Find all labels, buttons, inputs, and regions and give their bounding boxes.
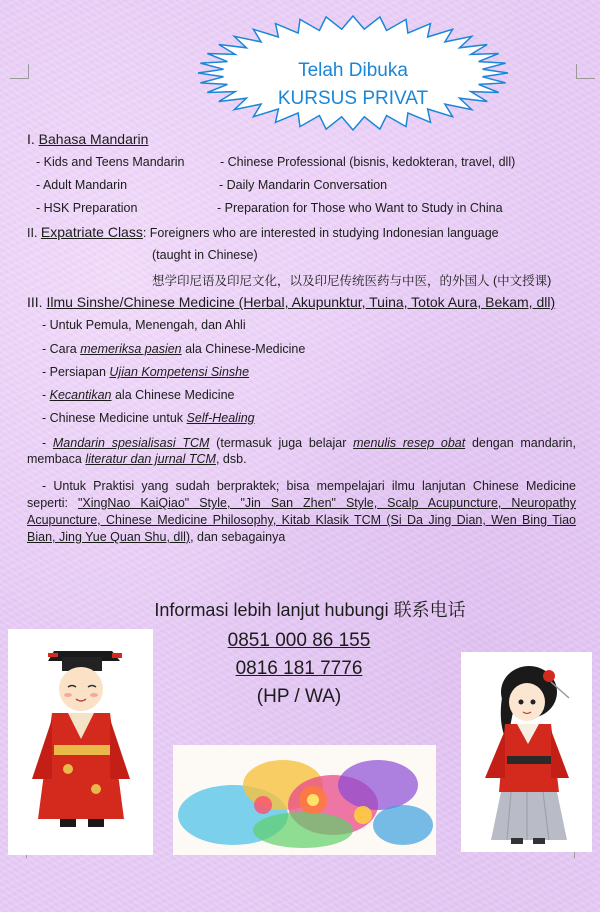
- section2-sub: (taught in Chinese): [152, 248, 258, 262]
- section1-right-item: - Preparation for Those who Want to Study in China: [217, 201, 503, 215]
- section3-heading: III. Ilmu Sinshe/Chinese Medicine (Herbal, Akupunktur, Tuina, Totok Aura, Bekam, dll): [27, 294, 556, 310]
- section3-item: - Persiapan Ujian Kompetensi Sinshe: [42, 365, 250, 379]
- section3-item: - Untuk Pemula, Menengah, dan Ahli: [42, 318, 246, 332]
- section1-left-item: - HSK Preparation: [36, 201, 138, 215]
- section3-item: - Kecantikan ala Chinese Medicine: [42, 388, 235, 402]
- section1-left-item: - Adult Mandarin: [36, 178, 128, 192]
- section1-title: Bahasa Mandarin: [38, 131, 149, 147]
- section1-heading: I. Bahasa Mandarin: [27, 131, 149, 147]
- contact-heading: Informasi lebih lanjut hubungi 联系电话: [154, 600, 466, 620]
- section3-paragraph-advanced: - Untuk Praktisi yang sudah berpraktek; bisa mempelajari ilmu lanjutan Chinese Medicine seperti: "XingNao KaiQiao" Style, "Jin San Zhen" Style, Scalp Acupuncture, Neuropathy Acupuncture, Chinese Medicine Philosophy, Kitab Klasik TCM (Si Da Jing Dian, Wen Bing Tiao Bian, Jing Yue Quan Shu, dll), dan sebagainya: [27, 479, 576, 544]
- phone-number-2[interactable]: 0816 181 7776: [235, 658, 363, 679]
- crop-mark-top-right: [576, 64, 595, 79]
- crop-mark-top-left: [10, 64, 29, 79]
- scholar-illustration: [8, 629, 153, 855]
- section1-left-item: - Kids and Teens Mandarin: [36, 155, 185, 169]
- contact-note: (HP / WA): [256, 686, 342, 707]
- section3-item: - Chinese Medicine untuk Self-Healing: [42, 411, 255, 425]
- girl-figure: [461, 652, 592, 852]
- section2-title: Expatriate Class: [40, 224, 143, 240]
- scholar-figure: [8, 629, 153, 855]
- badge-title-line1: Telah Dibuka: [298, 60, 408, 81]
- section2-desc: : Foreigners who are interested in studying Indonesian language: [142, 226, 499, 240]
- section1-right-item: - Chinese Professional (bisnis, kedokteran, travel, dll): [220, 155, 516, 169]
- section2-heading: II. Expatriate Class: Foreigners who are interested in studying Indonesian language: [27, 224, 499, 240]
- section3-paragraph-tcm: - Mandarin spesialisasi TCM (termasuk juga belajar menulis resep obat dengan mandarin, membaca literatur dan jurnal TCM, dsb.: [27, 436, 576, 466]
- starburst-badge: [196, 14, 510, 132]
- section1-right-item: - Daily Mandarin Conversation: [219, 178, 388, 192]
- section3-title: Ilmu Sinshe/Chinese Medicine (Herbal, Akupunktur, Tuina, Totok Aura, Bekam, dll): [46, 294, 556, 310]
- badge-title-line2: KURSUS PRIVAT: [277, 88, 429, 109]
- girl-illustration: [461, 652, 592, 852]
- phone-number-1[interactable]: 0851 000 86 155: [227, 630, 371, 651]
- flower-splash-illustration: [173, 745, 436, 855]
- section2-chinese: 想学印尼语及印尼文化，以及印尼传统医药与中医，的外国人 (中文授课): [152, 274, 552, 288]
- paint-splash: [173, 745, 436, 855]
- section3-item: - Cara memeriksa pasien ala Chinese-Medicine: [42, 342, 306, 356]
